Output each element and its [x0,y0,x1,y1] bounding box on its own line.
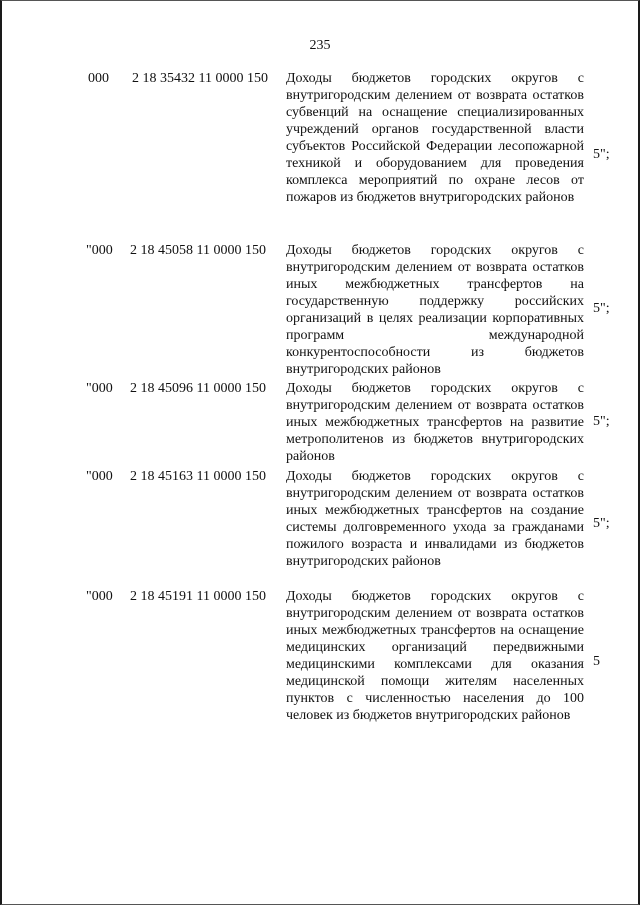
code-cell [88,70,268,87]
code-prefix: 000 [88,71,109,86]
code-cell [86,468,266,485]
income-description: Доходы бюджетов городских округов с внутригородским делением от возврата остатков иных межбюджетных трансфертов на оснащение медицинских организаций передвижными медицинскими комплексами для оказания медицинской помощи жителям населенных пунктов с численностью населения до 100 человек из бюджетов внутригородских районов [286,589,584,723]
budget-classification-code: 2 18 45163 11 0000 150 [130,469,266,484]
amount-value: 5"; [593,414,610,429]
amount-value: 5"; [593,516,610,531]
income-description: Доходы бюджетов городских округов с внутригородским делением от возврата остатков иных межбюджетных трансфертов на создание системы долговременного ухода за гражданами пожилого возраста и инвалидами из бюджетов внутригородских районов [286,469,584,569]
amount-value: 5"; [593,301,610,316]
code-prefix: "000 [86,469,113,484]
income-description: Доходы бюджетов городских округов с внутригородским делением от возврата остатков иных межбюджетных трансфертов на развитие метрополитенов из бюджетов внутригородских районов [286,381,584,464]
code-prefix: "000 [86,589,113,604]
income-description: Доходы бюджетов городских округов с внутригородским делением от возврата остатков иных межбюджетных трансфертов на государственную поддержку российских организаций в целях реализации корпоративных программ международной конкурентоспособности из бюджетов внутригородских районов [286,243,584,377]
budget-classification-code: 2 18 45058 11 0000 150 [130,243,266,258]
budget-classification-code: 2 18 45191 11 0000 150 [130,589,266,604]
amount-value: 5 [593,654,600,669]
code-cell [86,588,266,605]
code-prefix: "000 [86,381,113,396]
code-cell [86,242,266,259]
code-prefix: "000 [86,243,113,258]
page-number: 235 [309,38,331,53]
income-description: Доходы бюджетов городских округов с внутригородским делением от возврата остатков субвенций на оснащение специализированных учреждений органов государственной власти субъектов Российской Федерации лесопожарной техникой и оборудованием для проведения комплекса мероприятий по охране лесов от пожаров из бюджетов внутригородских районов [286,71,584,205]
budget-classification-code: 2 18 35432 11 0000 150 [132,71,268,86]
budget-classification-code: 2 18 45096 11 0000 150 [130,381,266,396]
code-cell [86,380,266,397]
amount-value: 5"; [593,147,610,162]
